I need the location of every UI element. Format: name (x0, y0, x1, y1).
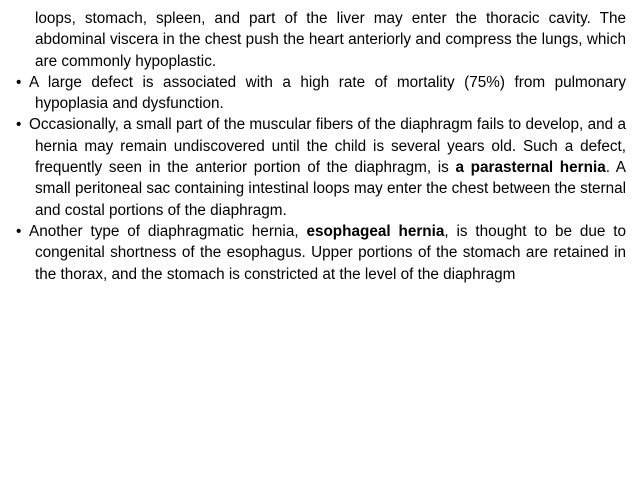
bold-term: a parasternal hernia (455, 159, 606, 177)
slide-body-text (8, 8, 626, 285)
bold-term: esophageal hernia (306, 222, 445, 240)
paragraph-text: A large defect is associated with a high rate of mortality (75%) from pulmonary hypoplasia and dysfunction. (29, 73, 626, 113)
bullet-icon: • (16, 116, 22, 134)
paragraph-text: , is thought to be due to congenital shortness of the esophagus. Upper portions of the stomach are retained in the thorax, and the stomach is constricted at the level of the diaphragm (35, 222, 626, 283)
paragraph-text: Another type of diaphragmatic hernia, (29, 222, 307, 240)
paragraph-text: loops, stomach, spleen, and part of the liver may enter the thoracic cavity. The abdominal viscera in the chest push the heart anteriorly and compress the lungs, which are commonly hypoplastic. (35, 10, 626, 70)
bullet-paragraph-esophageal-hernia (8, 221, 626, 285)
paragraph-continuation (8, 8, 626, 72)
paragraph-text: . A small peritoneal sac containing intestinal loops may enter the chest between the sternal and costal portions of the diaphragm. (35, 159, 626, 219)
bullet-icon: • (16, 222, 22, 240)
bullet-icon: • (16, 73, 22, 91)
paragraph-text: Occasionally, a small part of the muscular fibers of the diaphragm fails to develop, and a hernia may remain undiscovered until the child is several years old. Such a defect, frequently seen in the anterior portion of the diaphragm, is (29, 116, 626, 177)
bullet-paragraph-parasternal-hernia (8, 114, 626, 220)
bullet-paragraph-mortality (8, 72, 626, 115)
